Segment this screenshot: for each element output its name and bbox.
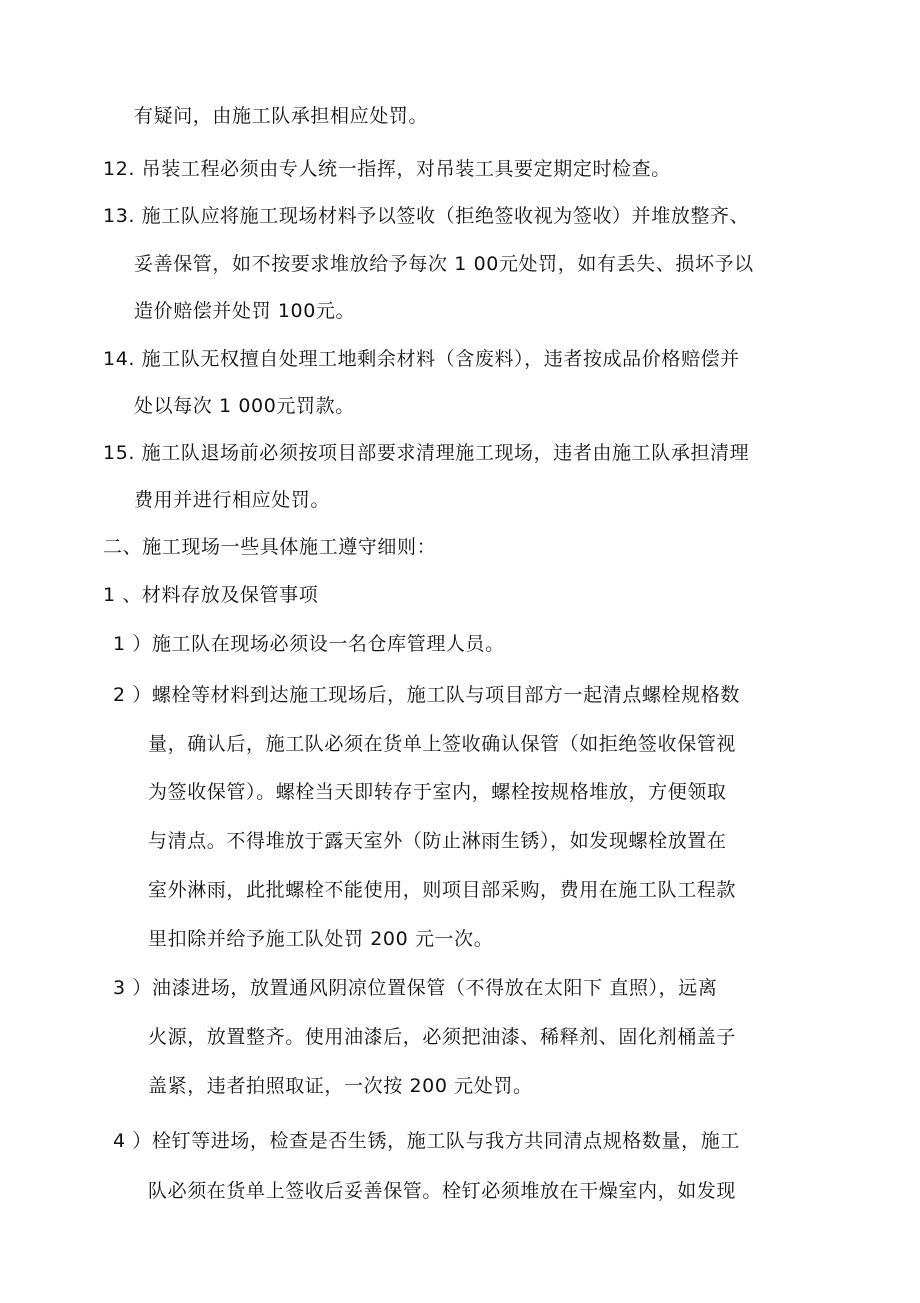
text-line: 2 ）螺栓等材料到达施工现场后，施工队与项目部方一起清点螺栓规格数 [113,684,740,706]
section-heading: 二、施工现场一些具体施工遵守细则： [103,536,437,558]
text-line: 15. 施工队退场前必须按项目部要求清理施工现场，违者由施工队承担清理 [103,442,750,464]
text-line: 里扣除并给予施工队处罚 200 元一次。 [148,928,494,950]
text-line: 14. 施工队无权擅自处理工地剩余材料（含废料），违者按成品价格赔偿并 [103,348,740,370]
text-line: 妥善保管，如不按要求堆放给予每次 1 00元处罚，如有丢失、损坏予以 [134,253,754,275]
text-line: 13. 施工队应将施工现场材料予以签收（拒绝签收视为签收）并堆放整齐、 [103,205,750,227]
text-line: 12. 吊装工程必须由专人统一指挥，对吊装工具要定期定时检查。 [103,158,671,180]
text-line: 为签收保管）。螺栓当天即转存于室内，螺栓按规格堆放，方便领取 [148,781,727,803]
text-line: 盖紧，违者拍照取证，一次按 200 元处罚。 [148,1075,533,1097]
text-line: 3 ）油漆进场，放置通风阴凉位置保管（不得放在太阳下 直照），远离 [113,977,718,999]
text-line: 队必须在货单上签收后妥善保管。栓钉必须堆放在干燥室内，如发现 [148,1180,737,1202]
text-line: 处以每次 1 000元罚款。 [134,395,355,417]
text-line: 造价赔偿并处罚 100元。 [134,300,356,322]
text-line: 室外淋雨，此批螺栓不能使用，则项目部采购，费用在施工队工程款 [148,879,737,901]
text-line: 量，确认后，施工队必须在货单上签收确认保管（如拒绝签收保管视 [148,733,737,755]
text-line: 费用并进行相应处罚。 [134,489,331,511]
text-line: 与清点。不得堆放于露天室外（防止淋雨生锈），如发现螺栓放置在 [148,830,727,852]
text-line: 4 ）栓钉等进场，检查是否生锈，施工队与我方共同清点规格数量，施工 [113,1130,740,1152]
text-line: 1 ）施工队在现场必须设一名仓库管理人员。 [113,633,505,655]
text-line: 有疑问，由施工队承担相应处罚。 [134,105,429,127]
subsection-heading: 1 、材料存放及保管事项 [103,584,319,606]
text-line: 火源，放置整齐。使用油漆后，必须把油漆、稀释剂、固化剂桶盖子 [148,1026,737,1048]
